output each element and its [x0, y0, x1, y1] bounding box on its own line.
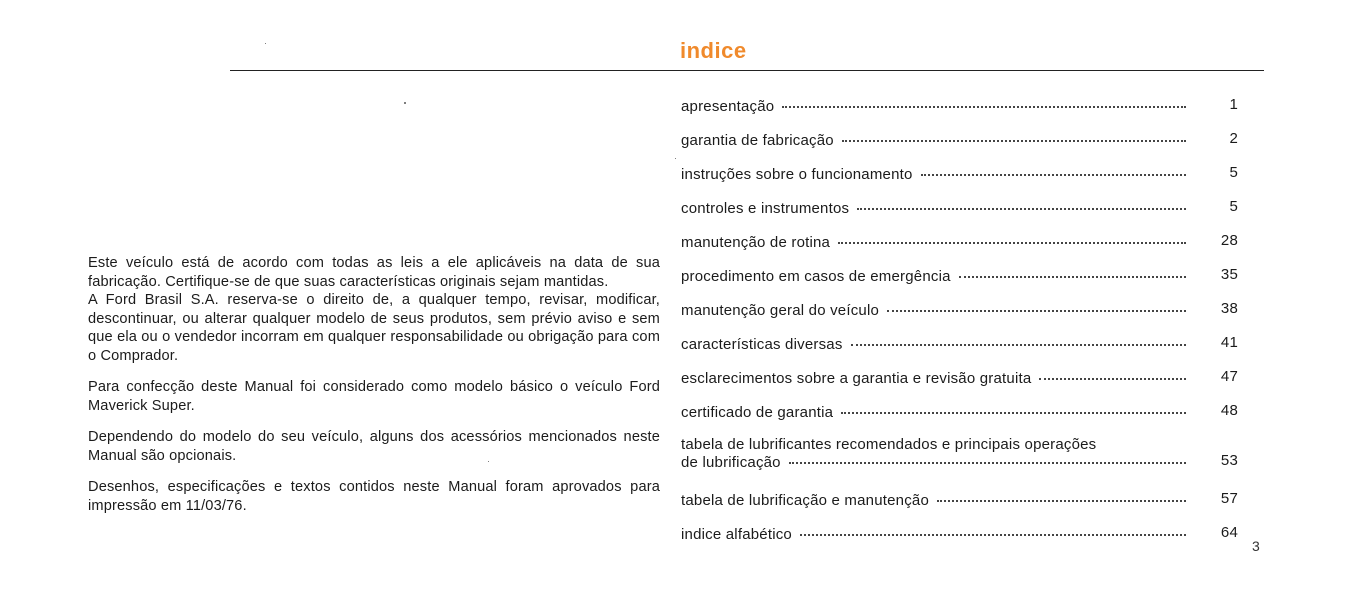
dot-leader: [841, 411, 1186, 414]
dot-leader: [800, 533, 1186, 536]
page-number: 3: [1252, 538, 1260, 554]
toc-page-number: 64: [1220, 524, 1238, 541]
toc-page-number: 57: [1220, 490, 1238, 507]
dot-leader: [887, 309, 1186, 312]
paragraph-accessories: Dependendo do modelo do seu veículo, alguns dos acessórios mencionados neste Manual são opcionais.: [88, 429, 660, 464]
toc-label: controles e instrumentos: [681, 200, 850, 217]
toc-label: manutenção de rotina: [681, 234, 831, 251]
toc-label-line1: tabela de lubrificantes recomendados e principais operações: [681, 436, 1097, 453]
toc-label: esclarecimentos sobre a garantia e revisão gratuita: [681, 370, 1032, 387]
toc-page-number: 47: [1220, 368, 1238, 385]
paper-speck: [404, 102, 406, 104]
toc-page-number: 38: [1220, 300, 1238, 317]
toc-entry-emergencia[interactable]: [681, 262, 1246, 296]
dot-leader: [851, 343, 1186, 346]
toc-page-number: 41: [1220, 334, 1238, 351]
toc-page-number: 48: [1220, 402, 1238, 419]
toc-entry-manutencao-rotina[interactable]: [681, 228, 1246, 262]
dot-leader: [921, 173, 1186, 176]
paragraph-rights: A Ford Brasil S.A. reserva-se o direito de, a qualquer tempo, revisar, modificar, descontinuar, ou alterar qualquer modelo de seus produtos, sem prévio aviso e sem que ela ou o vendedor incorram em qualquer responsabilidade ou obrigação para com o Comprador.: [88, 292, 660, 364]
toc-page-number: 2: [1229, 130, 1238, 147]
toc-label: indice alfabético: [681, 526, 792, 543]
table-of-contents: [681, 92, 1246, 554]
toc-label: tabela de lubrificação e manutenção: [681, 492, 929, 509]
toc-page-number: 35: [1220, 266, 1238, 283]
toc-page-number: 5: [1229, 164, 1238, 181]
toc-entry-indice-alfabetico[interactable]: [681, 520, 1246, 554]
paragraph-model: Para confecção deste Manual foi considerado como modelo básico o veículo Ford Maverick Super.: [88, 379, 660, 414]
dot-leader: [937, 499, 1186, 502]
toc-entry-apresentacao[interactable]: [681, 92, 1246, 126]
toc-page-number: 53: [1220, 452, 1238, 469]
dot-leader: [838, 241, 1186, 244]
page-title: indice: [680, 38, 747, 63]
toc-label: procedimento em casos de emergência: [681, 268, 951, 285]
dot-leader: [959, 275, 1186, 278]
toc-page-number: 28: [1220, 232, 1238, 249]
dot-leader: [789, 461, 1186, 464]
paragraph-compliance: Este veículo está de acordo com todas as leis a ele aplicáveis na data de sua fabricação. Certifique-se de que suas características originais sejam mantidas.: [88, 255, 660, 290]
toc-entry-manutencao-geral[interactable]: [681, 296, 1246, 330]
toc-label: instruções sobre o funcionamento: [681, 166, 913, 183]
toc-label: certificado de garantia: [681, 404, 834, 421]
toc-entry-garantia[interactable]: [681, 126, 1246, 160]
title-divider: [230, 70, 1264, 71]
toc-page-number: 5: [1229, 198, 1238, 215]
toc-page-number: 1: [1229, 96, 1238, 113]
toc-label-line2: de lubrificação: [681, 454, 781, 471]
paper-speck: [265, 43, 266, 44]
toc-entry-tabela-lubrificacao[interactable]: [681, 486, 1246, 520]
toc-entry-instrucoes[interactable]: [681, 160, 1246, 194]
intro-text: [88, 254, 660, 528]
dot-leader: [1039, 377, 1186, 380]
paragraph-approval: Desenhos, especificações e textos contidos neste Manual foram aprovados para impressão em 11/03/76.: [88, 479, 660, 514]
dot-leader: [857, 207, 1186, 210]
toc-label: garantia de fabricação: [681, 132, 834, 149]
paper-speck: [675, 158, 676, 159]
toc-label: apresentação: [681, 98, 775, 115]
toc-entry-tabela-lubrificantes[interactable]: [681, 432, 1246, 486]
toc-label: manutenção geral do veículo: [681, 302, 880, 319]
toc-entry-controles[interactable]: [681, 194, 1246, 228]
toc-entry-caracteristicas[interactable]: [681, 330, 1246, 364]
dot-leader: [782, 105, 1186, 108]
dot-leader: [842, 139, 1186, 142]
toc-label: características diversas: [681, 336, 843, 353]
toc-entry-certificado[interactable]: [681, 398, 1246, 432]
toc-entry-esclarecimentos[interactable]: [681, 364, 1246, 398]
paper-speck: [488, 461, 489, 462]
